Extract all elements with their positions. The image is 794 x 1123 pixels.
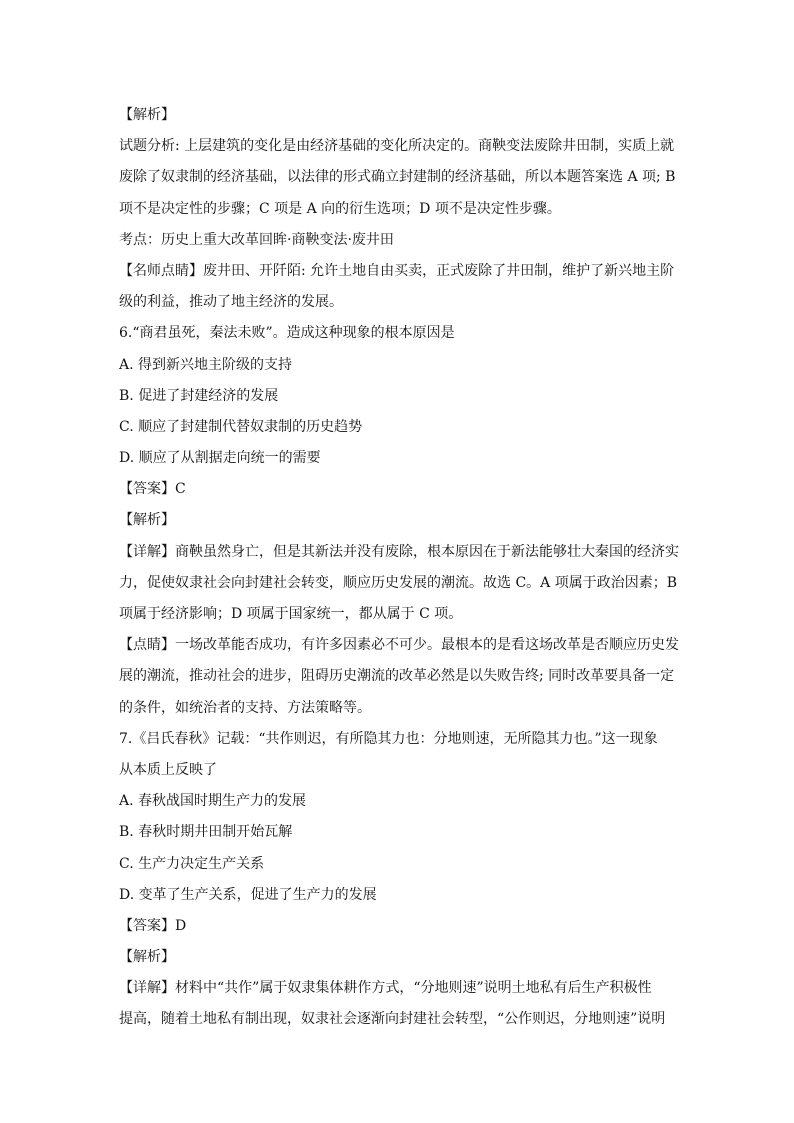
question-6: 6.“商君虽死，秦法未败”。造成这种现象的根本原因是 (119, 325, 455, 342)
text-line: 废除了奴隶制的经济基础，以法律的形式确立封建制的经济基础，所以本题答案选 A 项; B (119, 169, 676, 186)
answer-label: 【答案】C (119, 481, 186, 498)
option-c: C. 生产力决定生产关系 (119, 855, 265, 872)
option-d: D. 顺应了从割据走向统一的需要 (119, 450, 321, 467)
answer-label: 【答案】D (119, 917, 187, 934)
option-a: A. 得到新兴地主阶级的支持 (119, 356, 293, 373)
section-heading-analysis: 【解析】 (119, 949, 175, 966)
text-line: 力，促使奴隶社会向封建社会转变，顺应历史发展的潮流。故选 C。A 项属于政治因素；B (119, 574, 678, 591)
text-line: 提高，随着土地私有制出现，奴隶社会逐渐向封建社会转型，“公作则迟，分地则速”说明 (119, 1011, 666, 1028)
text-line: 考点：历史上重大改革回眸·商鞅变法·废井田 (119, 231, 394, 248)
text-line: 项属于经济影响；D 项属于国家统一，都从属于 C 项。 (119, 606, 463, 622)
text-line: 展的潮流，推动社会的进步，阻碍历史潮流的改革必然是以失败告终; 同时改革要具备一定 (119, 668, 675, 685)
question-7: 7.《吕氏春秋》记载：“共作则迟，有所隐其力也：分地则速，无所隐其力也。”这一现象 (119, 730, 658, 747)
section-heading-analysis: 【解析】 (119, 512, 175, 529)
option-b: B. 促进了封建经济的发展 (119, 387, 279, 404)
text-line: 项不是决定性的步骤；C 项是 A 向的衍生选项；D 项不是决定性步骤。 (119, 200, 561, 217)
option-a: A. 春秋战国时期生产力的发展 (119, 793, 307, 810)
text-line: 从本质上反映了 (119, 761, 217, 778)
document-page (119, 100, 679, 1036)
option-b: B. 春秋时期井田制开始瓦解 (119, 824, 293, 841)
text-line: 级的利益，推动了地主经济的发展。 (119, 294, 343, 311)
option-c: C. 顺应了封建制代替奴隶制的历史趋势 (119, 418, 363, 435)
text-line: 【点睛】一场改革能否成功，有许多因素必不可少。最根本的是看这场改革是否顺应历史发 (119, 637, 679, 654)
text-line: 【名师点睛】废井田、开阡陌: 允许土地自由买卖，正式废除了井田制，维护了新兴地主阶 (119, 262, 675, 279)
text-line: 【详解】商鞅虽然身亡，但是其新法并没有废除，根本原因在于新法能够壮大秦国的经济实 (119, 543, 679, 560)
section-heading-analysis: 【解析】 (119, 107, 175, 123)
text-line: 【详解】材料中“共作”属于奴隶集体耕作方式，“分地则速”说明土地私有后生产积极性 (119, 980, 652, 997)
text-line: 试题分析: 上层建筑的变化是由经济基础的变化所决定的。商鞅变法废除井田制，实质上就 (119, 138, 675, 155)
text-line: 的条件，如统治者的支持、方法策略等。 (119, 699, 371, 716)
option-d: D. 变革了生产关系，促进了生产力的发展 (119, 886, 377, 903)
